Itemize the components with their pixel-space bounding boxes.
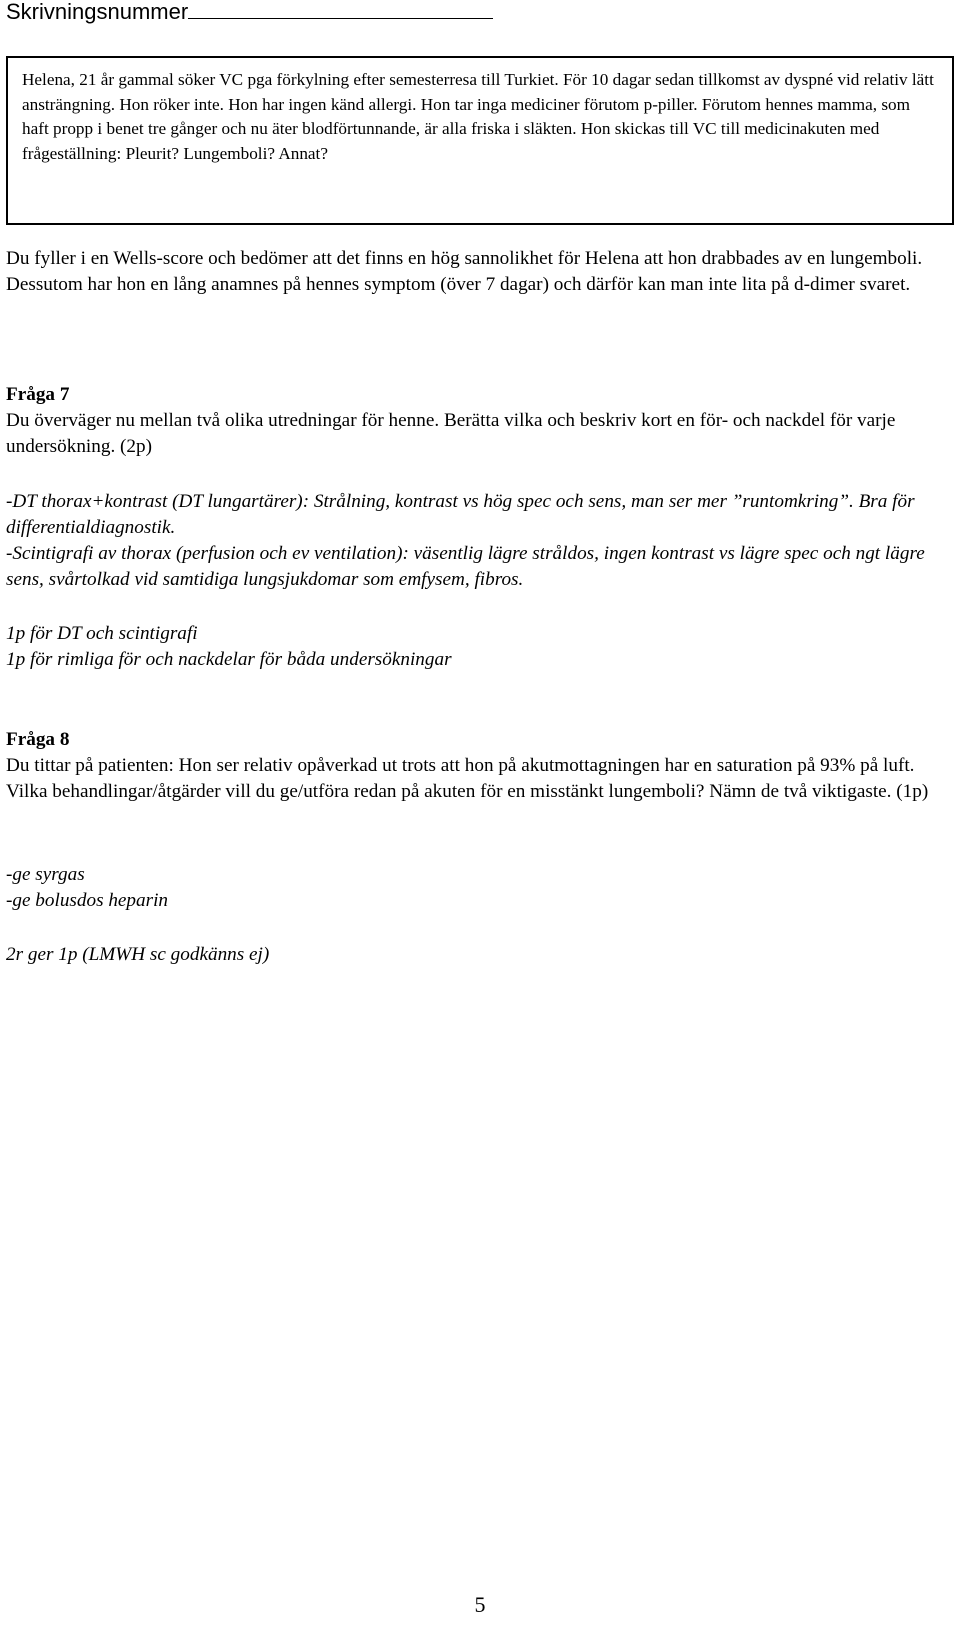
grading-line: 1p för rimliga för och nackdelar för båda undersökningar — [6, 649, 452, 670]
question-8-answers — [6, 862, 954, 914]
answer-line: -Scintigrafi av thorax (perfusion och ev ventilation): väsentlig lägre stråldos, ingen kontrast vs lägre spec och ngt lägre sens, svårtolkad vid samtidiga lungsjukdomar som emfysem, fibros. — [6, 543, 925, 590]
grading-line: 2r ger 1p (LMWH sc godkänns ej) — [6, 944, 270, 965]
question-7-title: Fråga 7 — [6, 384, 70, 405]
question-8-grading — [6, 942, 954, 968]
question-7-answers — [6, 489, 954, 593]
intro-paragraph — [6, 246, 954, 298]
page-number: 5 — [474, 1592, 486, 1617]
question-7-text: Du överväger nu mellan två olika utredningar för henne. Berätta vilka och beskriv kort en för- och nackdel för varje undersökning. (2p) — [6, 410, 896, 457]
question-7-grading — [6, 621, 954, 673]
question-8 — [6, 727, 954, 805]
case-description-box — [6, 56, 954, 225]
exam-number-header — [6, 0, 493, 27]
intro-text: Du fyller i en Wells-score och bedömer att det finns en hög sannolikhet för Helena att hon drabbades av en lungemboli. Dessutom har hon en lång anamnes på hennes symptom (över 7 dagar) och därför kan man inte lita på d-dimer svaret. — [6, 248, 923, 295]
question-8-title: Fråga 8 — [6, 729, 70, 750]
question-7 — [6, 382, 954, 460]
exam-number-label: Skrivningsnummer — [6, 0, 189, 24]
grading-line: 1p för DT och scintigrafi — [6, 623, 198, 644]
answer-line: -ge bolusdos heparin — [6, 890, 169, 911]
case-description-text: Helena, 21 år gammal söker VC pga förkylning efter semesterresa till Turkiet. För 10 dagar sedan tillkomst av dyspné vid relativ lätt ansträngning. Hon röker inte. Hon har ingen känd allergi. Hon tar inga mediciner förutom p-piller. Förutom hennes mamma, som haft propp i benet tre gånger och nu äter blodförtunnande, är alla friska i släkten. Hon skickas till VC till medicinakuten med frågeställning: Pleurit? Lungemboli? Annat? — [22, 70, 934, 163]
exam-number-blank-line — [188, 0, 493, 19]
answer-line: -DT thorax+kontrast (DT lungartärer): Strålning, kontrast vs hög spec och sens, man ser mer ”runtomkring”. Bra för differentialdiagnostik. — [6, 491, 915, 538]
answer-line: -ge syrgas — [6, 864, 85, 885]
question-8-text: Du tittar på patienten: Hon ser relativ opåverkad ut trots att hon på akutmottagningen har en saturation på 93% på luft. Vilka behandlingar/åtgärder vill du ge/utföra redan på akuten för en misstänkt lungemboli? Nämn de två viktigaste. (1p) — [6, 755, 929, 802]
